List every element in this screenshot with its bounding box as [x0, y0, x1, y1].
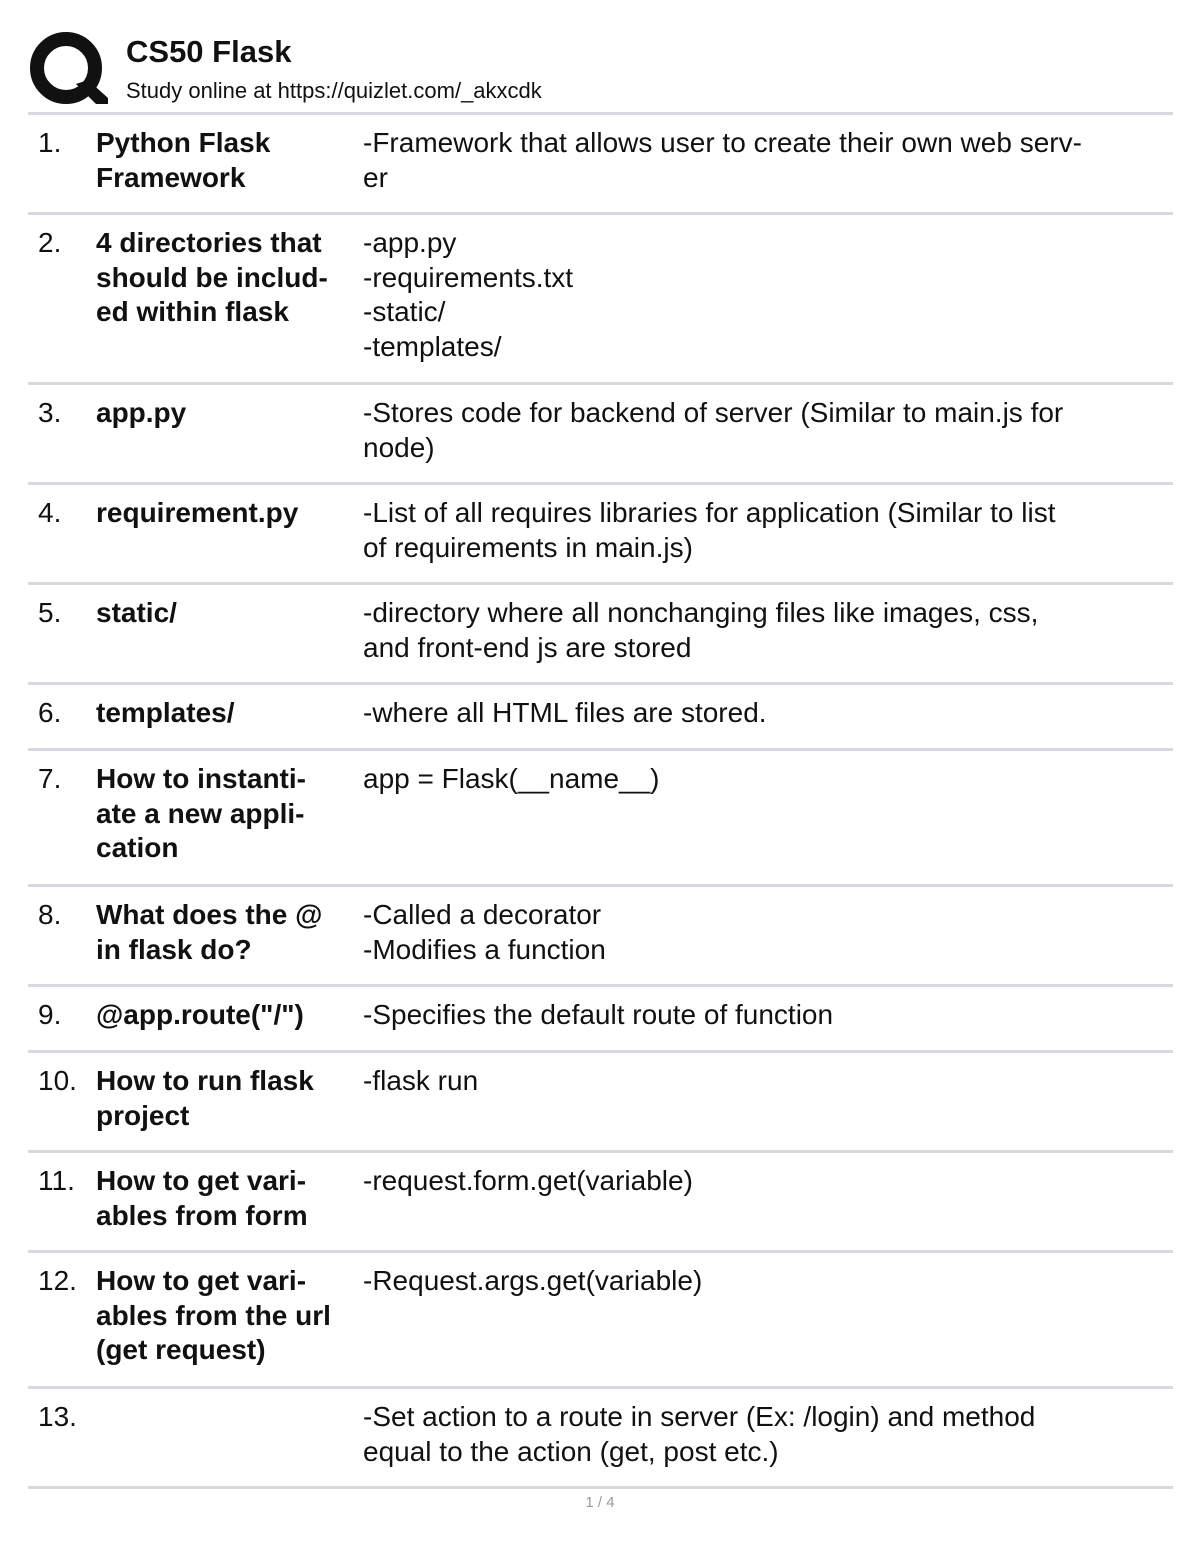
flashcard-row	[28, 115, 1173, 215]
card-number: 1.	[38, 127, 62, 158]
flashcard-row	[28, 1253, 1173, 1389]
card-definition	[363, 396, 1168, 465]
flashcard-row	[28, 887, 1173, 987]
card-number: 8.	[38, 899, 62, 930]
term-line: 4 directories that	[96, 227, 322, 258]
term-line: templates/	[96, 697, 235, 728]
card-definition	[363, 496, 1168, 565]
term-line: @app.route("/")	[96, 999, 304, 1030]
definition-line: -where all HTML files are stored.	[363, 697, 767, 728]
term-line: ables from form	[96, 1199, 308, 1231]
card-term	[96, 696, 358, 731]
card-number: 3.	[38, 397, 62, 428]
definition-line: -Request.args.get(variable)	[363, 1265, 703, 1296]
term-line: Framework	[96, 161, 246, 193]
definition-line: of requirements in main.js)	[363, 531, 693, 563]
definition-line: -List of all requires libraries for application (Similar to list	[363, 497, 1056, 528]
card-term	[96, 126, 358, 195]
term-line: (get request)	[96, 1334, 266, 1365]
card-term	[96, 898, 358, 967]
flashcard-row	[28, 1389, 1173, 1489]
card-term	[96, 1264, 358, 1368]
card-number: 6.	[38, 697, 62, 728]
card-number: 2.	[38, 227, 62, 258]
card-definition	[363, 1064, 1168, 1099]
flashcard-row	[28, 385, 1173, 485]
flashcard-row	[28, 987, 1173, 1053]
definition-line: app = Flask(__name__)	[363, 763, 660, 794]
card-definition	[363, 596, 1168, 665]
term-line: cation	[96, 832, 179, 863]
card-term	[96, 496, 358, 531]
flashcard-row	[28, 1053, 1173, 1153]
term-line: ables from the url	[96, 1299, 331, 1331]
definition-line: node)	[363, 431, 435, 463]
term-line: How to run flask	[96, 1065, 314, 1096]
card-term	[96, 998, 358, 1033]
card-term	[96, 226, 358, 330]
quizlet-logo-icon	[28, 30, 108, 110]
term-line: What does the @	[96, 899, 323, 930]
flashcard-row	[28, 1153, 1173, 1253]
card-definition	[363, 1264, 1168, 1299]
term-line: How to get vari-	[96, 1165, 307, 1196]
term-line: How to get vari-	[96, 1265, 307, 1296]
term-line: ed within flask	[96, 296, 289, 327]
term-line: static/	[96, 597, 177, 628]
definition-line: equal to the action (get, post etc.)	[363, 1435, 779, 1467]
definition-line: -Specifies the default route of function	[363, 999, 834, 1030]
card-definition	[363, 998, 1168, 1033]
card-number: 10.	[38, 1065, 77, 1096]
term-line: ate a new appli-	[96, 797, 305, 829]
card-definition	[363, 1164, 1168, 1199]
flashcard-row	[28, 485, 1173, 585]
card-definition	[363, 126, 1168, 195]
definition-line: -Modifies a function	[363, 933, 606, 965]
card-term	[96, 596, 358, 631]
card-definition	[363, 898, 1168, 967]
definition-line: -Set action to a route in server (Ex: /login) and method	[363, 1401, 1036, 1432]
definition-line: -directory where all nonchanging files like images, css,	[363, 597, 1039, 628]
term-line: should be includ-	[96, 261, 328, 293]
card-number: 11.	[38, 1165, 75, 1196]
card-definition	[363, 1400, 1168, 1469]
flashcard-row	[28, 685, 1173, 751]
study-online-link-text: Study online at https://quizlet.com/_akxcdk	[126, 78, 542, 103]
definition-line: -app.py	[363, 227, 457, 258]
term-line: Python Flask	[96, 127, 271, 158]
definition-line: -Called a decorator	[363, 899, 602, 930]
card-number: 7.	[38, 763, 62, 794]
definition-line: -requirements.txt	[363, 261, 574, 293]
card-definition	[363, 762, 1168, 797]
document-title: CS50 Flask	[126, 34, 292, 69]
definition-line: -Framework that allows user to create their own web serv-	[363, 127, 1082, 158]
term-line: requirement.py	[96, 497, 299, 528]
term-line: in flask do?	[96, 933, 252, 965]
term-line: project	[96, 1099, 190, 1131]
card-number: 9.	[38, 999, 62, 1030]
card-term	[96, 1064, 358, 1133]
flashcard-list	[28, 115, 1173, 1489]
definition-line: -static/	[363, 296, 446, 327]
card-number: 13.	[38, 1401, 77, 1432]
card-term	[96, 396, 358, 431]
card-number: 5.	[38, 597, 62, 628]
flashcard-row	[28, 215, 1173, 385]
term-line: app.py	[96, 397, 187, 428]
definition-line: -Stores code for backend of server (Similar to main.js for	[363, 397, 1064, 428]
term-line: How to instanti-	[96, 763, 306, 794]
definition-line: and front-end js are stored	[363, 631, 692, 663]
flashcard-row	[28, 585, 1173, 685]
card-term	[96, 762, 358, 866]
card-number: 12.	[38, 1265, 77, 1296]
definition-line: er	[363, 161, 388, 193]
definition-line: -flask run	[363, 1065, 479, 1096]
card-definition	[363, 696, 1168, 731]
card-term	[96, 1164, 358, 1233]
definition-line: -request.form.get(variable)	[363, 1165, 693, 1196]
card-definition	[363, 226, 1168, 364]
card-number: 4.	[38, 497, 62, 528]
flashcard-row	[28, 751, 1173, 887]
definition-line: -templates/	[363, 330, 502, 362]
document-header	[28, 28, 1173, 115]
page-number: 1 / 4	[585, 1494, 615, 1511]
